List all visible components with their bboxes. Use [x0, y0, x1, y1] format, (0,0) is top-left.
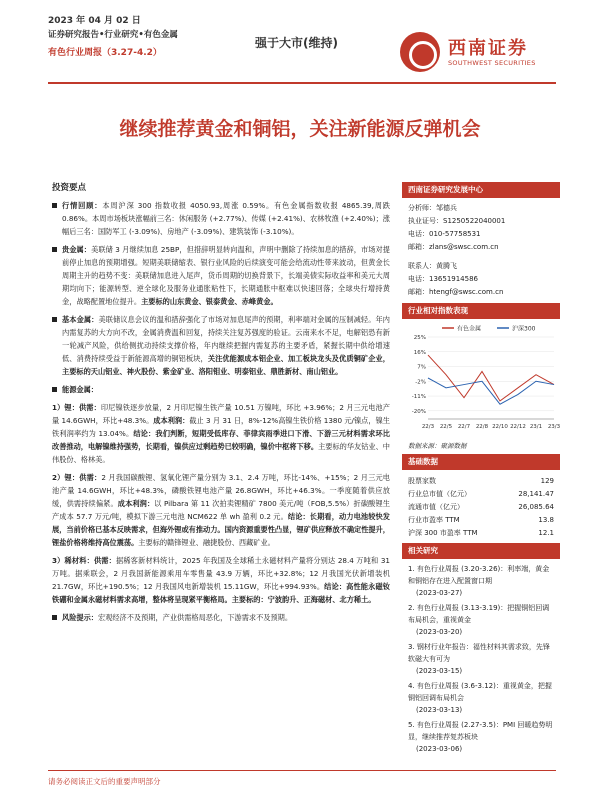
x-tick-label: 22/3: [421, 424, 435, 430]
report-title: 继续推荐黄金和铜铝，关注新能源反弹机会: [119, 118, 481, 140]
sidebar: [402, 182, 560, 762]
related-title: 4. 有色行业周报 (3.6-3.12)：重视黄金，把握铜铝回调布局机会: [408, 682, 552, 702]
energy-rare-earth: 3）稀材料：供需：据稀客新材料统计，2025 年我国及全球稀土永磁材料产量将分别达 28.4 万吨和 31 万吨。据乘联会，2 月我国新能源乘用车零售量 43.9 万辆，环比+32.8%；12 月我国光伏新增装机 21.7GW，环比+190.5%；12 月我国风电新增装机 15.11GW，环比+994.93%。结论：高性能永磁钕铁硼和金属永磁材料需求高增，整体将呈现紧平衡格局。主要标的：宁波韵升、正海磁材、北方稀土。: [52, 556, 390, 604]
basic-data-row: [408, 474, 554, 487]
y-tick-label: -11%: [411, 394, 426, 401]
basic-data-key: 流通市值（亿元）: [408, 502, 464, 511]
basic-data-key: 行业总市值（亿元）: [408, 489, 471, 498]
related-item[interactable]: [408, 719, 554, 755]
analyst-info: [402, 198, 560, 303]
report-type: 证券研究报告•行业研究•有色金属: [48, 30, 178, 40]
energy-lithium: 2）锂：供需：2 月我国碳酸锂、氢氧化锂产量分别为 3.1、2.4 万吨，环比-14%、+15%；2 月三元电池产量 14.6GWH，环比+48.3%，磷酸铁锂电池产量 26.8GWH，环比+46.3%。一季度随着供应放缓，供需持续偏紧。成本利润：以 Pilbara 第 11 次拍卖锂精矿 7800 美元/吨（FOB,5.5%）折碳酸锂生产成本 57.7 万元/吨，模拟下游三元电池 NCM622 单 wh 盈利 0.2 元。结论：长期看，动力电池较快发展，当前价格已基本反映需求，但海外锂或有推动力。国内资源重要性凸显，锂矿供应释放不确定性提升，锂盐价格将维持高位震荡。主要标的赣锋锂业、融捷股份、西藏矿业。: [52, 473, 390, 547]
logo-text: 西南证券: [448, 38, 528, 59]
related-date: (2023-03-15): [416, 667, 463, 675]
chart-source: 数据来源：聚源数据: [408, 442, 467, 450]
x-tick-label: 22/8: [475, 424, 489, 430]
logo-english: SOUTHWEST SECURITIES: [448, 59, 536, 67]
basic-data-key: 行业市盈率 TTM: [408, 515, 460, 524]
x-tick-label: 22/7: [457, 424, 471, 430]
section-title: 投资要点: [52, 183, 87, 193]
analyst-email: 邮箱：zlans@swsc.com.cn: [408, 243, 499, 251]
report-meta: [48, 14, 248, 61]
contact-name: 联系人：黄腾飞: [408, 262, 457, 270]
related-header: 相关研究: [402, 543, 560, 559]
analyst-name: 分析师：邹德兵: [408, 204, 457, 212]
contact-phone: 电话：13651914586: [408, 275, 478, 283]
y-tick-label: 25%: [413, 335, 426, 341]
related-date: (2023-03-06): [416, 745, 463, 753]
basic-data-row: [408, 487, 554, 500]
basic-data-value: 12.1: [538, 528, 554, 537]
y-tick-label: 7%: [417, 364, 426, 371]
energy-nickel: 1）锂：供需：印尼镍铁逐步放量，2 月印尼镍生铁产量 10.51 万镍吨，环比 +3.96%；2 月三元电池产量 14.6GWH，环比+48.3%。成本利润：截止 3 月 31 日，8%-12%高镍生铁价格 1380 元/镍点，镍生铁利润率约为 13.04%。结论：我们判断，短期受低库存、菲律宾雨季进口下滑、下游三元材料需求环比改善推动，电解镍维持强势，长期看，镍供应过剩趋势已较明确，镍价中枢将下移。主要标的华友钴业、中伟股份、格林美。: [52, 403, 390, 464]
main-column: [52, 182, 390, 629]
analyst-phone: 电话：010-57758531: [408, 230, 481, 238]
basic-data-key: 股票家数: [408, 476, 436, 485]
related-item[interactable]: [408, 680, 554, 716]
contact-email: 邮箱：htengf@swsc.com.cn: [408, 288, 504, 296]
series-line: [428, 378, 554, 404]
related-title: 3. 钢材行业年报告：福性材料其需求致，先锋软磁大有可为: [408, 643, 550, 663]
x-tick-label: 22/5: [439, 424, 453, 430]
related-title: 1. 有色行业周报 (3.20-3.26)：利率端，黄金和铜铝存在进入配置窗口期: [408, 565, 550, 585]
basic-data-value: 28,141.47: [518, 489, 554, 498]
related-item[interactable]: [408, 563, 554, 599]
x-tick-label: 23/3: [547, 424, 560, 430]
report-date: 2023 年 04 月 02 日: [48, 16, 141, 26]
basic-data-header: 基础数据: [402, 454, 560, 470]
legend-label: 沪深300: [512, 325, 536, 333]
analyst-header: 西南证券研究发展中心: [402, 182, 560, 198]
y-tick-label: 16%: [413, 349, 426, 356]
relative-performance-chart: [402, 319, 560, 439]
analyst-cert: 执业证号：S1250522040001: [408, 217, 506, 225]
basic-data-value: 129: [540, 476, 554, 485]
logo-emblem: [400, 32, 440, 72]
basic-data-key: 沪深 300 市盈率 TTM: [408, 528, 478, 537]
base-metals: 基本金属：美联储议息会议的温和措辞强化了市场对加息尾声的预期，利率端对金属的压制减轻。年内内需复苏的大方向不改，金属消费温和回复，持续关注复苏强度的验证。云南来水不足，电解铝恐有新一轮减产风险，供给侧扰动持续支撑价格，年内继续把握内需复苏的主要矛盾，紧握长期中供给增速低、消费持续受益于新能源高增的铜铝板块，关注优能源成本铝企业、加工板块龙头及优质铜矿企业，主要标的天山铝业、神火股份、紫金矿业、洛阳钼业、明泰铝业、鼎胜新材、南山铝业。: [52, 313, 390, 378]
related-date: (2023-03-13): [416, 706, 463, 714]
footer-disclaimer: 请务必阅读正文后的重要声明部分: [48, 770, 556, 787]
basic-data-row: [408, 500, 554, 513]
y-tick-label: -2%: [415, 379, 426, 386]
weekly-label: 有色行业周报（3.27-4.2）: [48, 48, 162, 58]
y-tick-label: -20%: [411, 408, 426, 415]
basic-data-row: [408, 513, 554, 526]
x-tick-label: 22/12: [510, 424, 526, 430]
company-logo: [400, 32, 570, 76]
related-title: 2. 有色行业周报 (3.13-3.19)：把握铜铝回调布局机会，重视黄金: [408, 604, 550, 624]
related-list: [402, 559, 560, 762]
series-line: [428, 355, 554, 401]
related-item[interactable]: [408, 602, 554, 638]
related-date: (2023-03-20): [416, 628, 463, 636]
header-rule: [48, 82, 556, 84]
perf-header: 行业相对指数表现: [402, 303, 560, 319]
x-tick-label: 23/1: [529, 424, 543, 430]
basic-data-row: [408, 526, 554, 539]
market-review: 行情回顾：本周沪深 300 指数收报 4050.93,周涨 0.59%。有色金属指数收报 4865.39,周跌 0.86%。本周市场板块涨幅前三名：休闲服务 (+2.77%)、传媒 (+2.41%)、农林牧渔 (+2.40%)；涨幅后三名：国防军工 (-3.09%)、房地产 (-3.09%)、建筑装饰 (-3.10%)。: [52, 199, 390, 238]
energy-metals: 能源金属：: [52, 383, 390, 396]
x-tick-label: 22/10: [492, 424, 508, 430]
risk-warning: 风险提示：宏观经济不及预期，产业供需格局恶化，下游需求不及预期。: [52, 611, 390, 624]
legend-label: 有色金属: [457, 325, 482, 333]
related-item[interactable]: [408, 641, 554, 677]
related-date: (2023-03-27): [416, 589, 463, 597]
basic-data-table: [408, 474, 554, 539]
basic-data-value: 26,085.64: [518, 502, 554, 511]
related-title: 5. 有色行业周报 (2.27-3.5)：PMI 回暖趋势明显，继续推荐复苏板块: [408, 721, 553, 741]
precious-metals: 贵金属：美联储 3 月继续加息 25BP，但措辞明显转向温和，声明中删除了持续加息的措辞，市场对提前停止加息的预期增强。短期美联储缩表、银行业风险的后续演变可能会给流动性带来波动，但黄金长周期主升的趋势不变：美联储加息进入尾声，货币周期的切换背景下，长端美债实际收益率和美元大周期均向下；能源转型、逆全球化及服务业通胀粘性下，长期通胀中枢难以快速回落；全球央行增持黄金，战略配置地位提升。主要标的山东黄金、银泰黄金、赤峰黄金。: [52, 243, 390, 308]
rating: 强于大市(维持): [255, 36, 338, 50]
basic-data-value: 13.8: [538, 515, 554, 524]
